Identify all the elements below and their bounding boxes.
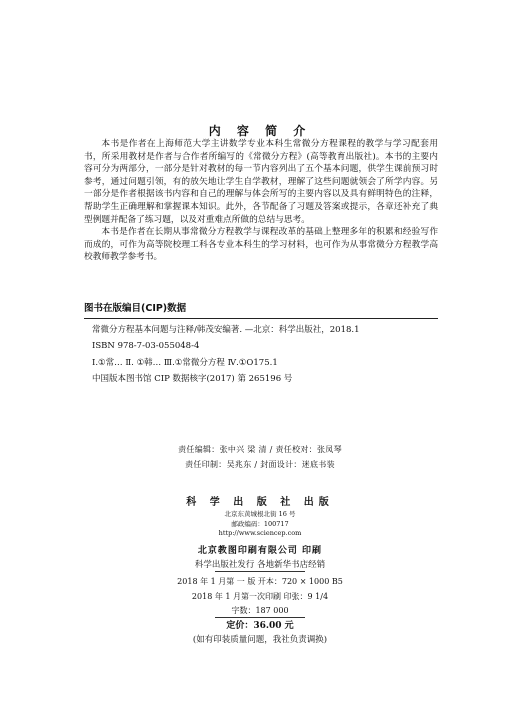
- printing-line: 2018 年 1 月第一次印刷 印张：9 1/4: [191, 592, 329, 601]
- cip-heading: 图书在版编目(CIP)数据: [84, 300, 438, 319]
- intro-body: [84, 138, 438, 264]
- staff-editors: 责任编辑：张中兴 梁 清 / 责任校对：张凤琴: [178, 445, 342, 454]
- quality-note: (如有印装质量问题，我社负责调换): [192, 635, 328, 645]
- cip-record: [92, 322, 432, 388]
- cip-isbn-line: ISBN 978-7-03-055048-4: [92, 341, 200, 352]
- printer-line: 北京教图印刷有限公司 印刷: [197, 546, 323, 556]
- intro-title: 内 容 简 介: [208, 124, 312, 138]
- edition-line: 2018 年 1 月第 一 版 开本：720 × 1000 B5: [177, 577, 343, 586]
- cip-title-line: 常微分方程基本问题与注释/韩茂安编著. —北京：科学出版社，2018.1: [92, 325, 360, 335]
- publisher-name: 科 学 出 版 社 出版: [186, 497, 334, 508]
- intro-paragraph-1: 本书是作者在上海师范大学主讲数学专业本科生常微分方程课程的教学与学习配套用书，所采用教材是作者与合作者所编写的《常微分方程》(高等教育出版社)。本书的主要内容可分为两部分，一部分是针对教材的每一节内容列出了五个基本问题，供学生课前预习时参考，通过问题引领，有的放矢地让学生自学教材，理解了这些问题就领会了所学内容。另一部分是作者根据该书内容和自己的理解与体会所写的主要内容以及具有鲜明特色的注释，帮助学生正确理解和掌握课本知识。此外，各节配备了习题及答案或提示，各章还补充了典型例题并配备了练习题，以及对重难点所做的总结与思考。: [84, 139, 438, 225]
- intro-paragraph-2: 本书是作者在长期从事常微分方程教学与课程改革的基础上整理多年的积累和经验写作而成的，可作为高等院校理工科各专业本科生的学习材料，也可作为从事常微分方程教学高校教师教学参考书。: [84, 227, 438, 263]
- divider-rule: [215, 571, 305, 572]
- word-count: 字数：187 000: [231, 606, 289, 615]
- publisher-url: http://www.sciencep.com: [218, 529, 302, 537]
- publisher-address: 北京东黄城根北街 16 号: [224, 510, 296, 518]
- cip-number-line: 中国版本图书馆 CIP 数据核字(2017) 第 265196 号: [92, 374, 293, 385]
- cip-subject-line: Ⅰ.①常… Ⅱ. ①韩… Ⅲ.①常微分方程 Ⅳ.①O175.1: [92, 357, 278, 368]
- price: 定价：36.00 元: [226, 621, 294, 631]
- distribution-line: 科学出版社发行 各地新华书店经销: [194, 560, 326, 570]
- staff-production: 责任印制：吴兆东 / 封面设计：迷底书装: [185, 460, 335, 469]
- publisher-zip: 邮政编码：100717: [231, 520, 289, 528]
